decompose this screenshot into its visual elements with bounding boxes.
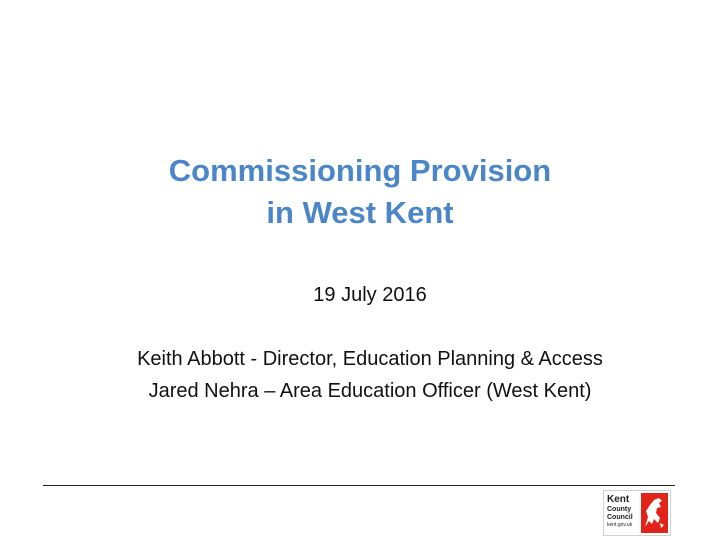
- logo-text-county: County: [607, 506, 632, 513]
- kent-county-council-logo: [603, 490, 671, 536]
- footer-divider: [43, 485, 675, 486]
- presentation-date: 19 July 2016: [313, 284, 427, 306]
- kent-horse-icon: [641, 493, 668, 533]
- slide-title: [0, 150, 720, 234]
- logo-text-council: Council: [607, 514, 633, 521]
- title-line-2: in West Kent: [266, 195, 454, 230]
- presenter-1: Keith Abbott - Director, Education Planning & Access: [137, 348, 603, 370]
- title-line-1: Commissioning Provision: [168, 153, 552, 188]
- presenter-2: Jared Nehra – Area Education Officer (West Kent): [148, 380, 592, 402]
- logo-text-kent: Kent: [607, 494, 630, 505]
- presenters-list: [0, 343, 720, 407]
- logo-text-website: kent.gov.uk: [607, 522, 633, 528]
